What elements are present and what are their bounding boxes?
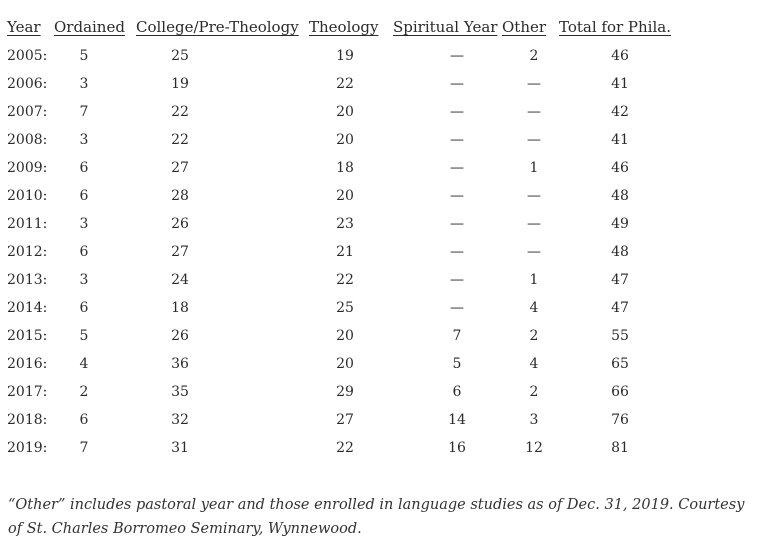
header-year: Year [7,18,41,36]
cell-spiritual: 16 [448,440,466,456]
cell-other: 12 [525,440,543,456]
table-row [0,266,759,294]
cell-college: 27 [171,244,189,260]
cell-college: 27 [171,160,189,176]
cell-total: 48 [611,244,629,260]
cell-theology: 20 [336,356,354,372]
table-row [0,154,759,182]
header-college-pre-theology: College/Pre-Theology [136,18,299,36]
cell-spiritual: 6 [452,384,462,400]
cell-year: 2013: [7,272,48,288]
header-ordained: Ordained [54,18,125,36]
table-header-row [0,16,759,40]
cell-spiritual: — [450,216,464,232]
table-row [0,350,759,378]
cell-college: 19 [171,76,189,92]
cell-total: 66 [611,384,629,400]
cell-ordained: 6 [79,160,89,176]
cell-ordained: 5 [79,328,89,344]
cell-other: 1 [529,272,539,288]
cell-college: 26 [171,216,189,232]
cell-ordained: 3 [79,272,89,288]
cell-ordained: 6 [79,300,89,316]
cell-spiritual: — [450,272,464,288]
cell-spiritual: — [450,48,464,64]
cell-theology: 20 [336,104,354,120]
table-row [0,378,759,406]
cell-spiritual: 5 [452,356,462,372]
cell-year: 2015: [7,328,48,344]
cell-total: 76 [611,412,629,428]
cell-theology: 29 [336,384,354,400]
cell-theology: 22 [336,440,354,456]
cell-total: 81 [611,440,629,456]
cell-ordained: 3 [79,76,89,92]
cell-total: 41 [611,132,629,148]
header-spiritual-year: Spiritual Year [393,18,498,36]
table-row [0,434,759,462]
cell-other: 4 [529,300,539,316]
cell-total: 47 [611,272,629,288]
table-row [0,238,759,266]
cell-year: 2017: [7,384,48,400]
cell-ordained: 2 [79,384,89,400]
cell-total: 46 [611,48,629,64]
cell-ordained: 7 [79,104,89,120]
header-total: Total for Phila. [559,18,671,36]
cell-college: 22 [171,132,189,148]
cell-theology: 22 [336,272,354,288]
cell-spiritual: — [450,132,464,148]
cell-ordained: 6 [79,244,89,260]
header-theology: Theology [309,18,379,36]
cell-year: 2006: [7,76,48,92]
table-row [0,210,759,238]
cell-college: 31 [171,440,189,456]
cell-college: 18 [171,300,189,316]
cell-college: 36 [171,356,189,372]
cell-theology: 18 [336,160,354,176]
cell-year: 2016: [7,356,48,372]
cell-spiritual: — [450,188,464,204]
cell-other: 2 [529,384,539,400]
table-row [0,182,759,210]
cell-theology: 20 [336,188,354,204]
cell-college: 28 [171,188,189,204]
cell-theology: 27 [336,412,354,428]
cell-total: 55 [611,328,629,344]
cell-ordained: 7 [79,440,89,456]
cell-college: 25 [171,48,189,64]
table-row [0,406,759,434]
cell-spiritual: 7 [452,328,462,344]
cell-other: — [527,132,541,148]
cell-college: 22 [171,104,189,120]
header-other: Other [502,18,547,36]
cell-spiritual: — [450,160,464,176]
cell-spiritual: — [450,300,464,316]
cell-ordained: 4 [79,356,89,372]
cell-other: 2 [529,48,539,64]
cell-total: 47 [611,300,629,316]
cell-year: 2012: [7,244,48,260]
cell-college: 32 [171,412,189,428]
cell-total: 41 [611,76,629,92]
cell-year: 2011: [7,216,48,232]
cell-theology: 21 [336,244,354,260]
cell-year: 2018: [7,412,48,428]
table-row [0,294,759,322]
cell-total: 49 [611,216,629,232]
cell-ordained: 3 [79,216,89,232]
cell-total: 42 [611,104,629,120]
cell-theology: 19 [336,48,354,64]
cell-spiritual: — [450,104,464,120]
cell-spiritual: 14 [448,412,466,428]
cell-theology: 23 [336,216,354,232]
cell-ordained: 5 [79,48,89,64]
cell-spiritual: — [450,244,464,260]
cell-other: — [527,76,541,92]
cell-theology: 22 [336,76,354,92]
cell-year: 2014: [7,300,48,316]
cell-other: — [527,216,541,232]
cell-year: 2008: [7,132,48,148]
cell-other: — [527,244,541,260]
table-row [0,322,759,350]
cell-other: 4 [529,356,539,372]
cell-theology: 25 [336,300,354,316]
cell-other: 1 [529,160,539,176]
cell-spiritual: — [450,76,464,92]
cell-year: 2009: [7,160,48,176]
table-footnote: “Other” includes pastoral year and those enrolled in language studies as of Dec. 31, 2019. Courtesy of St. Charles Borromeo Seminary, Wynnewood. [8,496,745,537]
table-row [0,126,759,154]
cell-other: — [527,104,541,120]
cell-other: — [527,188,541,204]
cell-college: 26 [171,328,189,344]
cell-other: 2 [529,328,539,344]
cell-theology: 20 [336,132,354,148]
cell-total: 46 [611,160,629,176]
cell-year: 2019: [7,440,48,456]
cell-college: 24 [171,272,189,288]
table-row [0,70,759,98]
cell-ordained: 3 [79,132,89,148]
cell-total: 65 [611,356,629,372]
cell-year: 2005: [7,48,48,64]
cell-theology: 20 [336,328,354,344]
cell-total: 48 [611,188,629,204]
table-row [0,42,759,70]
cell-college: 35 [171,384,189,400]
cell-ordained: 6 [79,412,89,428]
cell-year: 2010: [7,188,48,204]
cell-year: 2007: [7,104,48,120]
cell-other: 3 [529,412,539,428]
cell-ordained: 6 [79,188,89,204]
table-row [0,98,759,126]
